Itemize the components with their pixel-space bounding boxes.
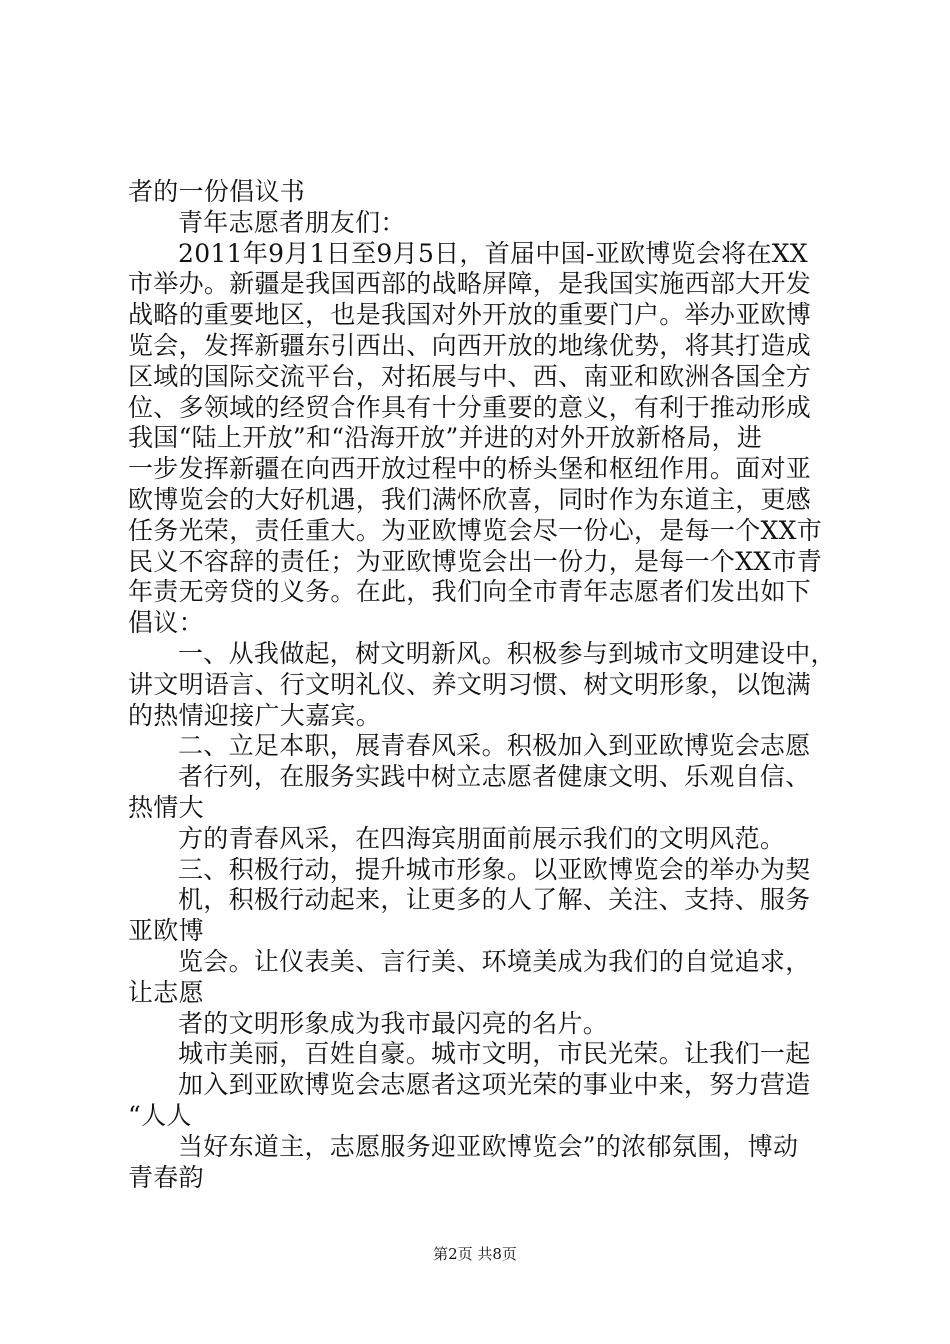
text-line: 一步发挥新疆在向西开放过程中的桥头堡和枢纽作用。面对亚 — [128, 454, 812, 484]
text-line: 的热情迎接广大嘉宾。 — [128, 700, 382, 730]
text-line: 亚欧博 — [128, 916, 204, 946]
text-line: 倡议： — [128, 608, 204, 638]
text-line: 加入到亚欧博览会志愿者这项光荣的事业中来，努力营造 — [178, 1070, 811, 1100]
text-line: 青年志愿者朋友们： — [178, 207, 406, 237]
text-line: 者的一份倡议书 — [128, 177, 306, 206]
text-line: 青春韵 — [128, 1162, 204, 1192]
text-line: 年责无旁贷的义务。在此，我们向全市青年志愿者们发出如下 — [128, 577, 812, 607]
text-line: 二、立足本职，展青春风采。积极加入到亚欧博览会志愿 — [178, 731, 811, 761]
text-line: 民义不容辞的责任；为亚欧博览会出一份力，是每一个XX市青 — [128, 546, 822, 576]
text-line: 任务光荣，责任重大。为亚欧博览会尽一份心，是每一个XX市 — [128, 515, 822, 545]
text-line: 当好东道主，志愿服务迎亚欧博览会”的浓郁氛围，博动 — [178, 1131, 799, 1161]
text-line: 欧博览会的大好机遇，我们满怀欣喜，同时作为东道主，更感 — [128, 484, 812, 514]
text-line: 三、积极行动，提升城市形象。以亚欧博览会的举办为契 — [178, 854, 811, 884]
text-line: “人人 — [128, 1100, 192, 1130]
text-line: 城市美丽，百姓自豪。城市文明，市民光荣。让我们一起 — [178, 1039, 811, 1069]
text-line: 市举办。新疆是我国西部的战略屏障，是我国实施西部大开发 — [128, 269, 812, 299]
text-line: 热情大 — [128, 792, 204, 822]
text-line: 者的文明形象成为我市最闪亮的名片。 — [178, 1008, 609, 1038]
text-line: 区域的国际交流平台，对拓展与中、西、南亚和欧洲各国全方 — [128, 361, 812, 391]
page-footer: 第2页 共8页 — [433, 1245, 517, 1263]
document-body — [128, 177, 838, 1193]
text-line: 览会。让仪表美、言行美、环境美成为我们的自觉追求， — [178, 946, 811, 976]
text-line: 方的青春风采，在四海宾朋面前展示我们的文明风范。 — [178, 823, 786, 853]
text-line: 让志愿 — [128, 977, 204, 1007]
text-line: 2011年9月1日至9月5日，首届中国-亚欧博览会将在XX — [178, 238, 808, 268]
text-line: 者行列，在服务实践中树立志愿者健康文明、乐观自信、 — [178, 762, 811, 792]
text-line: 战略的重要地区，也是我国对外开放的重要门户。举办亚欧博 — [128, 300, 812, 330]
text-line: 一、从我做起，树文明新风。积极参与到城市文明建设中， — [178, 638, 836, 668]
text-line: 我国“陆上开放”和“沿海开放”并进的对外开放新格局，进 — [128, 423, 763, 453]
text-line: 览会，发挥新疆东引西出、向西开放的地缘优势，将其打造成 — [128, 330, 812, 360]
text-line: 讲文明语言、行文明礼仪、养文明习惯、树文明形象，以饱满 — [128, 669, 812, 699]
text-line: 位、多领域的经贸合作具有十分重要的意义，有利于推动形成 — [128, 392, 812, 422]
text-line: 机，积极行动起来，让更多的人了解、关注、支持、服务 — [178, 885, 811, 915]
